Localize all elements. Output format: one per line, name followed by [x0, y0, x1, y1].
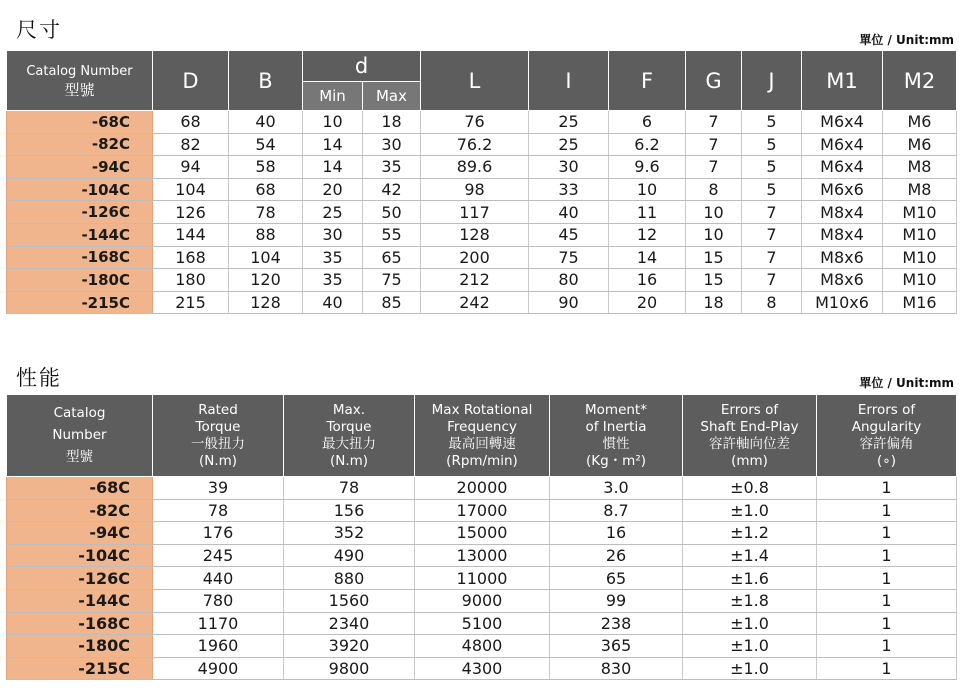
dimensions-unit-label: 單位 / Unit:mm	[859, 33, 954, 47]
performance-title: 性能	[16, 366, 62, 390]
d-max-cell: 35	[363, 156, 421, 179]
header-d-min: Min	[303, 82, 363, 111]
perf-header-max-line3: 最大扭力	[322, 435, 376, 452]
table-row	[7, 635, 957, 658]
table-row	[7, 111, 957, 134]
perf-header-speed-line2: Frequency	[447, 418, 517, 435]
D-cell: 68	[153, 111, 229, 134]
catalog-number-cell: -215C	[7, 657, 153, 680]
angularity-cell: 1	[817, 499, 957, 522]
D-cell: 126	[153, 201, 229, 224]
d-min-cell: 35	[303, 246, 363, 269]
header-catalog-zh: 型號	[64, 80, 95, 99]
I-cell: 40	[529, 201, 609, 224]
perf-header-speed-line4: (Rpm/min)	[446, 452, 518, 469]
d-min-cell: 10	[303, 111, 363, 134]
catalog-number-cell: -168C	[7, 612, 153, 635]
perf-header-endplay-line4: (mm)	[731, 452, 768, 469]
D-cell: 94	[153, 156, 229, 179]
rated-torque-cell: 4900	[153, 657, 284, 680]
perf-header-catalog-line1: Catalog	[53, 405, 106, 421]
perf-header-catalog-line3: 型號	[66, 449, 93, 465]
J-cell: 8	[742, 291, 802, 314]
max-speed-cell: 13000	[415, 544, 550, 567]
G-cell: 10	[686, 201, 742, 224]
perf-header-end-play	[683, 395, 817, 477]
G-cell: 7	[686, 111, 742, 134]
header-M2: M2	[883, 51, 957, 111]
F-cell: 20	[609, 291, 686, 314]
perf-header-catalog	[7, 395, 153, 477]
L-cell: 76.2	[421, 133, 529, 156]
max-speed-cell: 11000	[415, 567, 550, 590]
angularity-cell: 1	[817, 589, 957, 612]
catalog-number-cell: -82C	[7, 133, 153, 156]
I-cell: 25	[529, 111, 609, 134]
perf-header-inertia-line4: (Kg・m²)	[585, 452, 647, 469]
end-play-cell: ±1.6	[683, 567, 817, 590]
angularity-cell: 1	[817, 612, 957, 635]
perf-header-angular-line4: (∘)	[877, 452, 896, 469]
table-row	[7, 269, 957, 292]
perf-header-max-line4: (N.m)	[329, 452, 369, 469]
catalog-number-cell: -94C	[7, 156, 153, 179]
table-row	[7, 612, 957, 635]
J-cell: 7	[742, 223, 802, 246]
L-cell: 117	[421, 201, 529, 224]
d-max-cell: 85	[363, 291, 421, 314]
M2-cell: M6	[883, 111, 957, 134]
d-max-cell: 42	[363, 178, 421, 201]
D-cell: 168	[153, 246, 229, 269]
M2-cell: M8	[883, 156, 957, 179]
table-row	[7, 133, 957, 156]
B-cell: 40	[229, 111, 303, 134]
perf-header-rated-torque	[153, 395, 284, 477]
max-speed-cell: 5100	[415, 612, 550, 635]
max-speed-cell: 4300	[415, 657, 550, 680]
M1-cell: M8x6	[802, 269, 883, 292]
M1-cell: M8x6	[802, 246, 883, 269]
B-cell: 120	[229, 269, 303, 292]
perf-header-endplay-line3: 容許軸向位差	[709, 435, 790, 452]
end-play-cell: ±1.0	[683, 635, 817, 658]
angularity-cell: 1	[817, 544, 957, 567]
table-row	[7, 589, 957, 612]
catalog-number-cell: -68C	[7, 477, 153, 500]
J-cell: 5	[742, 178, 802, 201]
G-cell: 18	[686, 291, 742, 314]
M2-cell: M16	[883, 291, 957, 314]
G-cell: 7	[686, 133, 742, 156]
catalog-number-cell: -215C	[7, 291, 153, 314]
G-cell: 15	[686, 246, 742, 269]
perf-header-angularity	[817, 395, 957, 477]
perf-header-speed-line1: Max Rotational	[431, 401, 533, 418]
table-row	[7, 567, 957, 590]
table-row	[7, 477, 957, 500]
catalog-number-cell: -126C	[7, 567, 153, 590]
max-speed-cell: 15000	[415, 522, 550, 545]
table-row	[7, 178, 957, 201]
max-torque-cell: 1560	[284, 589, 415, 612]
header-J: J	[742, 51, 802, 111]
rated-torque-cell: 176	[153, 522, 284, 545]
header-D: D	[153, 51, 229, 111]
B-cell: 68	[229, 178, 303, 201]
M1-cell: M6x6	[802, 178, 883, 201]
catalog-number-cell: -180C	[7, 269, 153, 292]
angularity-cell: 1	[817, 477, 957, 500]
I-cell: 30	[529, 156, 609, 179]
inertia-cell: 16	[550, 522, 683, 545]
F-cell: 6.2	[609, 133, 686, 156]
dimensions-title: 尺寸	[16, 18, 62, 42]
d-min-cell: 25	[303, 201, 363, 224]
d-min-cell: 14	[303, 156, 363, 179]
M1-cell: M8x4	[802, 201, 883, 224]
inertia-cell: 238	[550, 612, 683, 635]
max-torque-cell: 2340	[284, 612, 415, 635]
rated-torque-cell: 440	[153, 567, 284, 590]
header-G: G	[686, 51, 742, 111]
rated-torque-cell: 245	[153, 544, 284, 567]
M1-cell: M6x4	[802, 156, 883, 179]
table-row	[7, 291, 957, 314]
J-cell: 5	[742, 156, 802, 179]
header-catalog-number	[7, 51, 153, 111]
J-cell: 5	[742, 111, 802, 134]
max-torque-cell: 352	[284, 522, 415, 545]
rated-torque-cell: 1960	[153, 635, 284, 658]
inertia-cell: 26	[550, 544, 683, 567]
J-cell: 7	[742, 201, 802, 224]
I-cell: 45	[529, 223, 609, 246]
L-cell: 98	[421, 178, 529, 201]
I-cell: 75	[529, 246, 609, 269]
M2-cell: M6	[883, 133, 957, 156]
performance-table-body	[7, 477, 957, 680]
perf-header-endplay-line1: Errors of	[720, 401, 779, 418]
G-cell: 15	[686, 269, 742, 292]
header-I: I	[529, 51, 609, 111]
end-play-cell: ±1.0	[683, 657, 817, 680]
M1-cell: M6x4	[802, 111, 883, 134]
D-cell: 82	[153, 133, 229, 156]
catalog-number-cell: -144C	[7, 223, 153, 246]
table-row	[7, 201, 957, 224]
F-cell: 16	[609, 269, 686, 292]
max-torque-cell: 156	[284, 499, 415, 522]
dimensions-table	[6, 50, 957, 314]
max-speed-cell: 17000	[415, 499, 550, 522]
M1-cell: M8x4	[802, 223, 883, 246]
M2-cell: M10	[883, 201, 957, 224]
perf-header-rated-line1: Rated	[198, 401, 238, 418]
header-d: d	[303, 51, 421, 82]
F-cell: 14	[609, 246, 686, 269]
max-torque-cell: 9800	[284, 657, 415, 680]
d-min-cell: 14	[303, 133, 363, 156]
F-cell: 10	[609, 178, 686, 201]
perf-header-catalog-line2: Number	[52, 427, 107, 443]
J-cell: 7	[742, 269, 802, 292]
header-F: F	[609, 51, 686, 111]
catalog-number-cell: -104C	[7, 178, 153, 201]
inertia-cell: 365	[550, 635, 683, 658]
catalog-number-cell: -168C	[7, 246, 153, 269]
max-torque-cell: 3920	[284, 635, 415, 658]
perf-header-inertia	[550, 395, 683, 477]
inertia-cell: 3.0	[550, 477, 683, 500]
L-cell: 200	[421, 246, 529, 269]
perf-header-rated-line2: Torque	[195, 418, 241, 435]
d-min-cell: 40	[303, 291, 363, 314]
perf-header-speed-line3: 最高回轉速	[448, 435, 516, 452]
D-cell: 104	[153, 178, 229, 201]
perf-header-inertia-line2: of Inertia	[585, 418, 647, 435]
catalog-number-cell: -82C	[7, 499, 153, 522]
catalog-number-cell: -126C	[7, 201, 153, 224]
perf-header-angular-line2: Angularity	[851, 418, 922, 435]
table-row	[7, 544, 957, 567]
catalog-number-cell: -94C	[7, 522, 153, 545]
F-cell: 12	[609, 223, 686, 246]
M1-cell: M6x4	[802, 133, 883, 156]
max-torque-cell: 78	[284, 477, 415, 500]
perf-header-angular-line3: 容許偏角	[859, 435, 914, 452]
table-row	[7, 499, 957, 522]
rated-torque-cell: 780	[153, 589, 284, 612]
L-cell: 242	[421, 291, 529, 314]
G-cell: 8	[686, 178, 742, 201]
d-min-cell: 30	[303, 223, 363, 246]
D-cell: 180	[153, 269, 229, 292]
D-cell: 215	[153, 291, 229, 314]
header-catalog-en: Catalog Number	[26, 63, 133, 79]
max-speed-cell: 20000	[415, 477, 550, 500]
B-cell: 58	[229, 156, 303, 179]
d-max-cell: 75	[363, 269, 421, 292]
angularity-cell: 1	[817, 635, 957, 658]
inertia-cell: 8.7	[550, 499, 683, 522]
perf-header-max-line1: Max.	[332, 401, 366, 418]
D-cell: 144	[153, 223, 229, 246]
end-play-cell: ±1.2	[683, 522, 817, 545]
M2-cell: M10	[883, 269, 957, 292]
L-cell: 89.6	[421, 156, 529, 179]
perf-header-max-speed	[415, 395, 550, 477]
B-cell: 54	[229, 133, 303, 156]
rated-torque-cell: 78	[153, 499, 284, 522]
I-cell: 25	[529, 133, 609, 156]
L-cell: 76	[421, 111, 529, 134]
table-row	[7, 246, 957, 269]
F-cell: 6	[609, 111, 686, 134]
angularity-cell: 1	[817, 522, 957, 545]
end-play-cell: ±1.0	[683, 612, 817, 635]
perf-header-inertia-line3: 慣性	[602, 435, 630, 452]
M1-cell: M10x6	[802, 291, 883, 314]
max-torque-cell: 880	[284, 567, 415, 590]
table-row	[7, 223, 957, 246]
catalog-number-cell: -68C	[7, 111, 153, 134]
F-cell: 9.6	[609, 156, 686, 179]
rated-torque-cell: 1170	[153, 612, 284, 635]
header-d-max: Max	[363, 82, 421, 111]
max-torque-cell: 490	[284, 544, 415, 567]
perf-header-max-torque	[284, 395, 415, 477]
L-cell: 212	[421, 269, 529, 292]
I-cell: 90	[529, 291, 609, 314]
B-cell: 78	[229, 201, 303, 224]
header-M1: M1	[802, 51, 883, 111]
table-row	[7, 522, 957, 545]
end-play-cell: ±1.0	[683, 499, 817, 522]
table-row	[7, 657, 957, 680]
end-play-cell: ±0.8	[683, 477, 817, 500]
B-cell: 104	[229, 246, 303, 269]
rated-torque-cell: 39	[153, 477, 284, 500]
M2-cell: M10	[883, 223, 957, 246]
header-L: L	[421, 51, 529, 111]
M2-cell: M8	[883, 178, 957, 201]
performance-unit-label: 單位 / Unit:mm	[859, 376, 954, 390]
d-min-cell: 20	[303, 178, 363, 201]
perf-header-endplay-line2: Shaft End-Play	[700, 418, 799, 435]
perf-header-rated-line4: (N.m)	[198, 452, 238, 469]
J-cell: 7	[742, 246, 802, 269]
d-max-cell: 65	[363, 246, 421, 269]
perf-header-rated-line3: 一般扭力	[191, 435, 245, 452]
d-max-cell: 18	[363, 111, 421, 134]
d-min-cell: 35	[303, 269, 363, 292]
perf-header-inertia-line1: Moment*	[585, 401, 647, 418]
d-max-cell: 50	[363, 201, 421, 224]
G-cell: 7	[686, 156, 742, 179]
I-cell: 33	[529, 178, 609, 201]
end-play-cell: ±1.4	[683, 544, 817, 567]
B-cell: 128	[229, 291, 303, 314]
d-max-cell: 55	[363, 223, 421, 246]
M2-cell: M10	[883, 246, 957, 269]
end-play-cell: ±1.8	[683, 589, 817, 612]
inertia-cell: 99	[550, 589, 683, 612]
max-speed-cell: 9000	[415, 589, 550, 612]
catalog-number-cell: -144C	[7, 589, 153, 612]
angularity-cell: 1	[817, 567, 957, 590]
inertia-cell: 65	[550, 567, 683, 590]
perf-header-angular-line1: Errors of	[857, 401, 916, 418]
table-row	[7, 156, 957, 179]
perf-header-max-line2: Torque	[326, 418, 372, 435]
I-cell: 80	[529, 269, 609, 292]
header-B: B	[229, 51, 303, 111]
catalog-number-cell: -180C	[7, 635, 153, 658]
J-cell: 5	[742, 133, 802, 156]
dimensions-table-body	[7, 111, 957, 314]
inertia-cell: 830	[550, 657, 683, 680]
L-cell: 128	[421, 223, 529, 246]
B-cell: 88	[229, 223, 303, 246]
angularity-cell: 1	[817, 657, 957, 680]
G-cell: 10	[686, 223, 742, 246]
d-max-cell: 30	[363, 133, 421, 156]
max-speed-cell: 4800	[415, 635, 550, 658]
catalog-number-cell: -104C	[7, 544, 153, 567]
performance-table	[6, 394, 957, 680]
F-cell: 11	[609, 201, 686, 224]
